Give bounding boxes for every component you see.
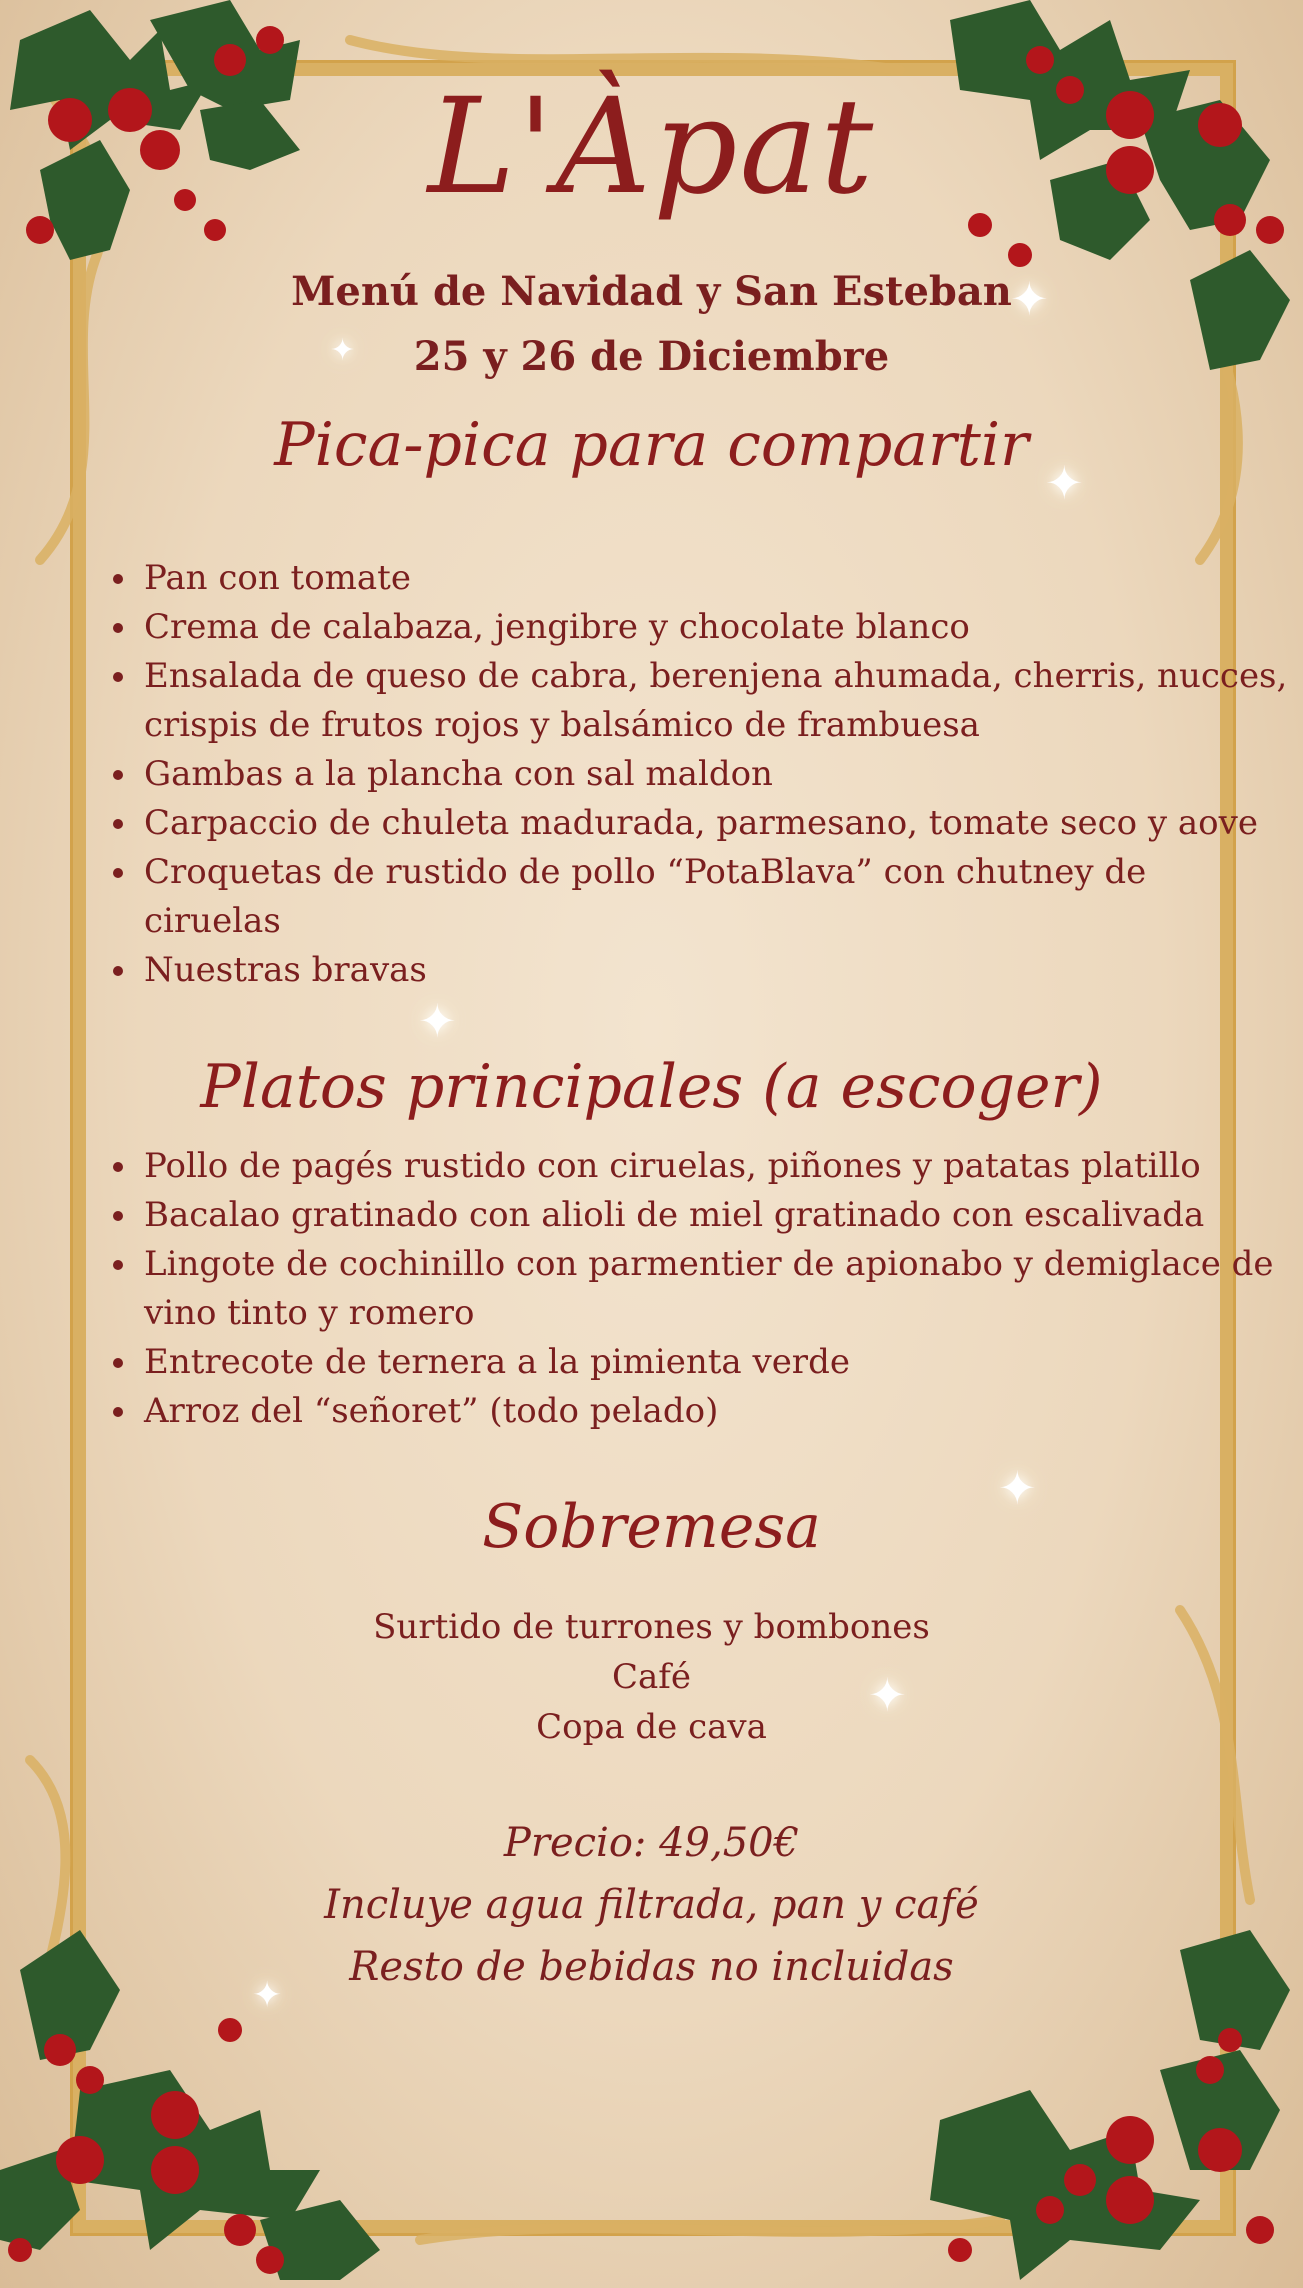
list-item: • Crema de calabaza, jengibre y chocolate blanco — [140, 603, 1290, 652]
price-text: Precio: 49,50€ — [503, 1820, 800, 1866]
section-title-mains: Platos principales (a escoger) — [200, 1052, 1103, 1122]
mains-list — [98, 1142, 1290, 1436]
list-item: • Ensalada de queso de cabra, berenjena ahumada, cherris, nucces, crispis de frutos rojos y balsámico de frambuesa — [140, 652, 1290, 750]
includes-text: Incluye agua filtrada, pan y café — [324, 1882, 979, 1928]
dessert-list — [0, 1602, 1303, 1752]
section-title-dessert: Sobremesa — [482, 1492, 821, 1562]
sparkle-icon: ✦ — [868, 1668, 907, 1722]
list-item: • Pan con tomate — [140, 554, 1290, 603]
sparkle-icon: ✦ — [418, 994, 457, 1048]
list-item: • Croquetas de rustido de pollo “PotaBlava” con chutney de ciruelas — [140, 848, 1290, 946]
sparkle-icon: ✦ — [998, 1461, 1037, 1515]
list-item: • Carpaccio de chuleta madurada, parmesano, tomate seco y aove — [140, 799, 1290, 848]
price-info — [0, 1812, 1303, 1998]
sparkle-icon: ✦ — [330, 333, 356, 368]
list-item: • Bacalao gratinado con alioli de miel gratinado con escalivada — [140, 1191, 1290, 1240]
menu-dates: 25 y 26 de Diciembre — [413, 333, 890, 380]
list-item: • Nuestras bravas — [140, 946, 1290, 995]
menu-subtitle: Menú de Navidad y San Esteban — [291, 268, 1012, 315]
list-item: Surtido de turrones y bombones — [373, 1607, 930, 1647]
restaurant-title: L'Àpat — [427, 70, 876, 224]
list-item: • Entrecote de ternera a la pimienta verde — [140, 1338, 1290, 1387]
sparkle-icon: ✦ — [252, 1975, 283, 2016]
list-item: • Gambas a la plancha con sal maldon — [140, 750, 1290, 799]
list-item: • Pollo de pagés rustido con ciruelas, piñones y patatas platillo — [140, 1142, 1290, 1191]
list-item: • Lingote de cochinillo con parmentier de apionabo y demiglace de vino tinto y romero — [140, 1240, 1290, 1338]
list-item: Café — [612, 1657, 691, 1697]
section-title-starters: Pica-pica para compartir — [274, 410, 1029, 480]
sparkle-icon: ✦ — [1010, 272, 1049, 326]
starters-list — [98, 554, 1290, 995]
sparkle-icon: ✦ — [1045, 456, 1084, 510]
excludes-text: Resto de bebidas no incluidas — [349, 1944, 954, 1990]
list-item: Copa de cava — [536, 1707, 767, 1747]
list-item: • Arroz del “señoret” (todo pelado) — [140, 1387, 1290, 1436]
